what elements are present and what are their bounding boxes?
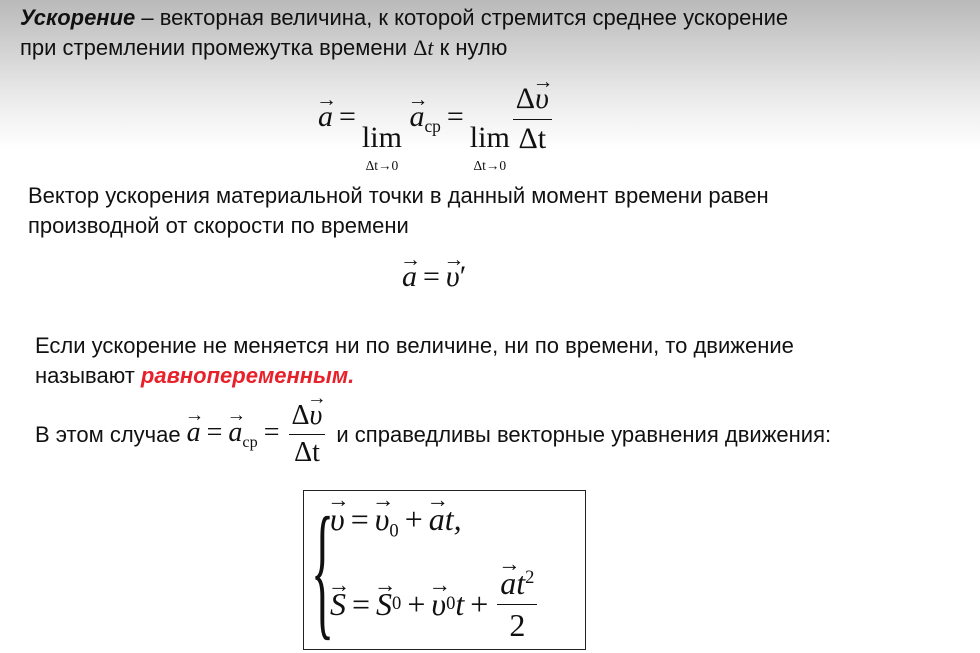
plus-sign: + xyxy=(470,585,489,622)
intro-line-2-before: при стремлении промежутка времени xyxy=(20,35,414,60)
delta-t: Δt xyxy=(413,35,434,60)
vector-a: → a xyxy=(402,260,417,294)
t-symbol: t xyxy=(455,585,465,622)
case-line-after: и справедливы векторные уравнения движения: xyxy=(336,421,832,447)
intro-line-2 xyxy=(20,33,507,63)
vector-s-0: → S xyxy=(376,586,392,623)
uniform-line-2-before: называют xyxy=(35,363,141,388)
plus-sign: + xyxy=(407,585,426,622)
subscript-zero: 0 xyxy=(392,593,402,615)
formula-derivative xyxy=(402,260,466,294)
limit-2: lim Δt→0 xyxy=(469,120,510,173)
equations-system-box xyxy=(303,487,586,653)
subscript-zero: 0 xyxy=(446,593,456,615)
vector-upsilon: → υ xyxy=(446,260,460,294)
case-line-before: В этом случае xyxy=(35,421,181,447)
equals-sign: = xyxy=(352,585,371,622)
limit-1: lim Δt→0 xyxy=(361,120,402,173)
highlight-uniform-motion: равнопеременным. xyxy=(140,363,355,388)
plus-sign: + xyxy=(404,501,423,537)
vector-a: → a xyxy=(187,417,201,449)
subscript-avg: ср xyxy=(424,115,441,136)
vector-a: → a xyxy=(318,100,333,134)
vector-a: → a xyxy=(429,501,445,538)
vector-upsilon-0: → υ xyxy=(431,586,446,623)
vector-s: → S xyxy=(330,586,346,623)
vector-upsilon-0: → υ xyxy=(375,501,390,538)
definition-line-1: Вектор ускорения материальной точки в данный момент времени равен xyxy=(28,183,769,208)
subscript-zero: 0 xyxy=(389,520,399,542)
vector-a-avg: → a xyxy=(228,417,242,449)
formula-constant-acceleration xyxy=(187,400,329,469)
subscript-avg: ср xyxy=(242,432,258,451)
definition-line-2: производной от скорости по времени xyxy=(28,213,409,238)
prime-mark: ′ xyxy=(459,260,467,293)
uniform-line-1: Если ускорение не меняется ни по величине, ни по времени, то движение xyxy=(35,333,794,358)
equals-sign: = xyxy=(339,99,356,133)
fraction-at2-2: → $\frac{at^2}{2}$ xyxy=(497,565,537,644)
curly-brace-icon: { xyxy=(311,487,335,653)
equals-sign: = xyxy=(206,417,223,449)
equals-sign: = xyxy=(263,417,280,449)
vector-a-avg: → a xyxy=(409,100,424,134)
equals-sign: = xyxy=(350,501,369,537)
t-comma: t, xyxy=(444,501,462,537)
term-acceleration: Ускорение xyxy=(20,5,136,30)
intro-line-1 xyxy=(20,3,788,33)
fraction-dv-dt: $\frac{\Delta\to \upsilon}{\Delta t}$ xyxy=(289,400,326,469)
intro-line-1-rest: – векторная величина, к которой стремится среднее ускорение xyxy=(135,5,789,30)
equals-sign: = xyxy=(423,260,440,293)
formula-acceleration-limit xyxy=(318,82,555,172)
intro-line-2-after: к нулю xyxy=(433,35,508,60)
equals-sign: = xyxy=(446,99,464,133)
uniform-line-2 xyxy=(35,361,354,391)
displacement-equation xyxy=(330,565,540,644)
case-line xyxy=(35,400,831,469)
velocity-equation xyxy=(330,501,462,542)
vector-upsilon: → υ xyxy=(330,501,345,538)
fraction-dv-dt: $\frac{\Delta\to \upsilon}{\Delta t}$ xyxy=(513,82,552,156)
